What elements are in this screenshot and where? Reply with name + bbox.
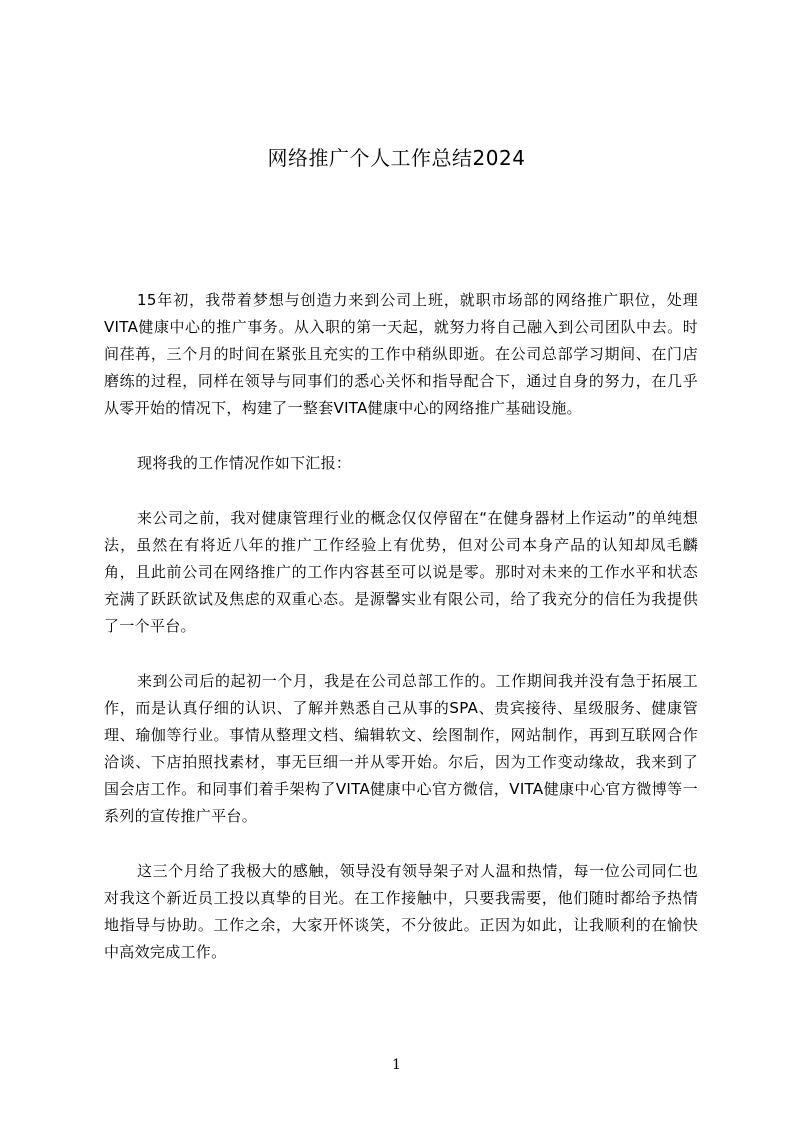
paragraph-before-joining: 来公司之前，我对健康管理行业的概念仅仅停留在“在健身器材上作运动”的单纯想法，虽然在有将近八年的推广工作经验上有优势，但对公司本身产品的认知却凤毛麟角，且此前公司在网络推广的工作内容甚至可以说是零。那时对未来的工作水平和状态充满了跃跃欲试及焦虑的双重心态。是源馨实业有限公司，给了我充分的信任为我提供了一个平台。 (104, 509, 698, 635)
paragraph-first-month: 来到公司后的起初一个月，我是在公司总部工作的。工作期间我并没有急于拓展工作，而是认真仔细的认识、了解并熟悉自己从事的SPA、贵宾接待、星级服务、健康管理、瑜伽等行业。事情从整理文档、编辑软文、绘图制作，网站制作，再到互联网合作洽谈、下店拍照找素材，事无巨细一并从零开始。尔后，因为工作变动缘故，我来到了国会店工作。和同事们着手架构了VITA健康中心官方微信，VITA健康中心官方微博等一系列的宣传推广平台。 (104, 672, 698, 825)
document-title: 网络推广个人工作总结2024 (267, 146, 526, 170)
paragraph-intro: 15年初，我带着梦想与创造力来到公司上班，就职市场部的网络推广职位，处理VITA健康中心的推广事务。从入职的第一天起，就努力将自己融入到公司团队中去。时间荏苒，三个月的时间在紧张且充实的工作中稍纵即逝。在公司总部学习期间、在门店磨练的过程，同样在领导与同事们的悉心关怀和指导配合下，通过自身的努力，在几乎从零开始的情况下，构建了一整套VITA健康中心的网络推广基础设施。 (104, 291, 698, 417)
paragraph-report-lead: 现将我的工作情况作如下汇报： (137, 454, 352, 472)
page-number: 1 (392, 1057, 401, 1073)
paragraph-three-months: 这三个月给了我极大的感触，领导没有领导架子对人温和热情，每一位公司同仁也对我这个新近员工投以真挚的目光。在工作接触中，只要我需要，他们随时都给予热情地指导与协助。工作之余，大家开怀谈笑，不分彼此。正因为如此，让我顺利的在愉快中高效完成工作。 (104, 862, 698, 961)
document-body (104, 287, 698, 994)
